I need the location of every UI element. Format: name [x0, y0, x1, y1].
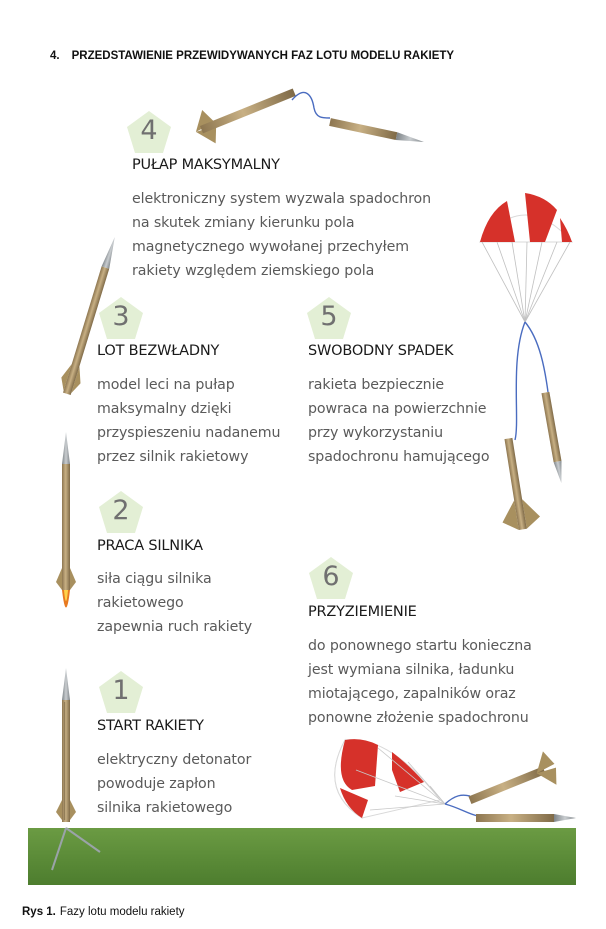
phase-1-title: START RAKIETY [97, 718, 204, 734]
rocket-apogee [189, 76, 425, 149]
phase-4-badge [126, 110, 172, 154]
phase-6-number: 6 [322, 561, 340, 592]
section-title: PRZEDSTAWIENIE PRZEWIDYWANYCH FAZ LOTU MODELU RAKIETY [71, 50, 455, 62]
phase-5-badge [306, 296, 352, 340]
caption-text: Fazy lotu modelu rakiety [59, 906, 185, 918]
figure-caption [22, 906, 185, 918]
section-number: 4. [50, 50, 60, 62]
landed-rocket [335, 739, 576, 822]
phase-2-number: 2 [112, 495, 130, 526]
phase-4-description: elektroniczny system wyzwala spadochron na skutek zmiany kierunku pola magnetycznego wywołanej przechyłem rakiety względem ziemskiego pola [132, 191, 432, 279]
phase-4-number: 4 [140, 115, 158, 146]
phase-3-badge [98, 296, 144, 340]
phase-5-number: 5 [320, 301, 338, 332]
rocket-launch-pad [56, 668, 76, 822]
ground [28, 828, 576, 885]
phase-3-number: 3 [112, 301, 130, 332]
phase-6-title: PRZYZIEMIENIE [308, 604, 417, 620]
phase-6-badge [308, 556, 354, 600]
phase-3-description: model leci na pułap maksymalny dzięki przyspieszeniu nadanemu przez silnik rakietowy [97, 377, 281, 465]
phase-5-description: rakieta bezpiecznie powraca na powierzchnie przy wykorzystaniu spadochronu hamującego [308, 377, 490, 465]
phase-5-title: SWOBODNY SPADEK [308, 343, 454, 359]
phase-1-description: elektryczny detonator powoduje zapłon silnika rakietowego [97, 752, 252, 816]
caption-label: Rys 1. [22, 906, 56, 918]
phase-1-badge [98, 670, 144, 714]
phase-2-title: PRACA SILNIKA [97, 538, 203, 554]
section-heading [50, 50, 454, 62]
phase-4-title: PUŁAP MAKSYMALNY [132, 157, 280, 173]
phase-3-title: LOT BEZWŁADNY [97, 343, 220, 359]
phase-2-description: siła ciągu silnika rakietowego zapewnia ruch rakiety [97, 571, 253, 635]
phase-1-number: 1 [112, 675, 130, 706]
phase-2-badge [98, 490, 144, 534]
phase-6-description: do ponownego startu konieczna jest wymiana silnika, ładunku miotającego, zapalników oraz ponowne złożenie spadochronu [308, 638, 532, 726]
parachute-descent [480, 193, 572, 532]
rocket-powered-flight [56, 432, 76, 608]
